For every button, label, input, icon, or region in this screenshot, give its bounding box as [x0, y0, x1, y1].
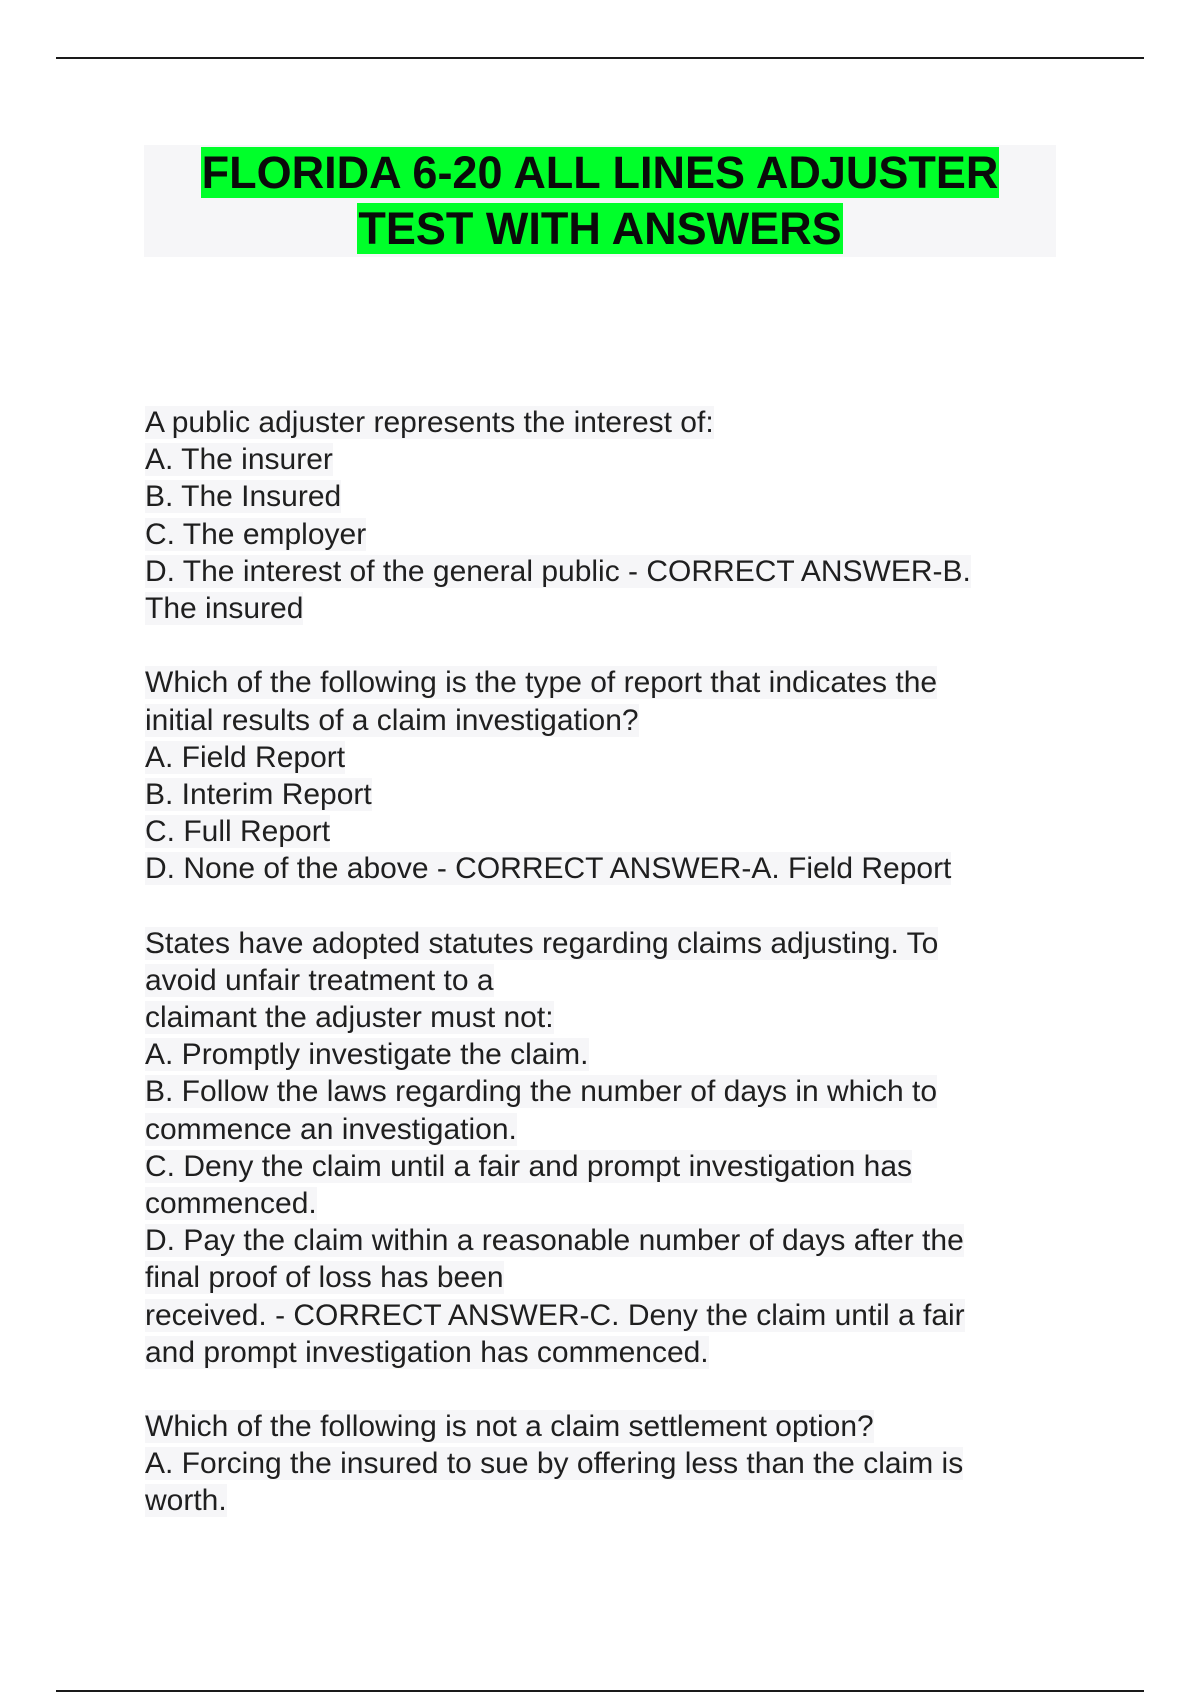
- bottom-rule: [56, 1690, 1144, 1692]
- question-block: [145, 925, 1065, 1371]
- question-line: [145, 739, 1065, 776]
- question-line: [145, 776, 1065, 813]
- question-block: [145, 1408, 1065, 1520]
- top-rule: [56, 57, 1144, 59]
- question-gap: [145, 887, 1065, 924]
- line-text: Which of the following is the type of report that indicates the: [145, 666, 938, 700]
- question-line: [145, 1036, 1065, 1073]
- title-line-1: FLORIDA 6-20 ALL LINES ADJUSTER: [201, 147, 999, 198]
- question-line: [145, 850, 1065, 887]
- question-gap: [145, 627, 1065, 664]
- question-line: [145, 1073, 1065, 1110]
- title-line-2: TEST WITH ANSWERS: [358, 203, 842, 254]
- question-line: [145, 1185, 1065, 1222]
- question-line: [145, 1111, 1065, 1148]
- line-text: and prompt investigation has commenced.: [145, 1335, 709, 1369]
- question-line: [145, 1482, 1065, 1519]
- question-block: [145, 404, 1065, 627]
- question-line: [145, 516, 1065, 553]
- line-text: initial results of a claim investigation?: [145, 703, 639, 737]
- question-line: [145, 441, 1065, 478]
- question-text-line: [145, 404, 1065, 441]
- question-line: [145, 1297, 1065, 1334]
- question-text-line: [145, 1408, 1065, 1445]
- question-line: [145, 590, 1065, 627]
- line-text: B. Follow the laws regarding the number of days in which to: [145, 1075, 938, 1109]
- line-text: The insured: [145, 591, 304, 625]
- question-line: [145, 1259, 1065, 1296]
- question-line: [145, 813, 1065, 850]
- line-text: C. Full Report: [145, 815, 331, 849]
- line-text: worth.: [145, 1484, 227, 1518]
- line-text: A. The insurer: [145, 443, 333, 477]
- line-text: commenced.: [145, 1186, 317, 1220]
- line-text: C. The employer: [145, 517, 367, 551]
- question-line: [145, 702, 1065, 739]
- line-text: A. Promptly investigate the claim.: [145, 1038, 589, 1072]
- line-text: C. Deny the claim until a fair and prompt investigation has: [145, 1149, 913, 1183]
- line-text: B. The Insured: [145, 480, 342, 514]
- line-text: commence an investigation.: [145, 1112, 517, 1146]
- question-line: [145, 999, 1065, 1036]
- question-line: [145, 962, 1065, 999]
- line-text: D. The interest of the general public - CORRECT ANSWER-B.: [145, 554, 971, 588]
- question-line: [145, 1445, 1065, 1482]
- line-text: D. None of the above - CORRECT ANSWER-A. Field Report: [145, 852, 952, 886]
- question-text-line: [145, 664, 1065, 701]
- line-text: D. Pay the claim within a reasonable number of days after the: [145, 1224, 964, 1258]
- question-text-line: [145, 925, 1065, 962]
- line-text: final proof of loss has been: [145, 1261, 504, 1295]
- line-text: received. - CORRECT ANSWER-C. Deny the claim until a fair: [145, 1298, 965, 1332]
- line-text: States have adopted statutes regarding claims adjusting. To: [145, 926, 939, 960]
- line-text: claimant the adjuster must not:: [145, 1001, 554, 1034]
- line-text: Which of the following is not a claim settlement option?: [145, 1410, 874, 1444]
- question-list: [145, 404, 1065, 1520]
- question-line: [145, 478, 1065, 515]
- question-line: [145, 553, 1065, 590]
- question-gap: [145, 1371, 1065, 1408]
- line-text: A public adjuster represents the interest of:: [145, 406, 714, 439]
- question-block: [145, 664, 1065, 887]
- document-title: [144, 145, 1056, 257]
- line-text: A. Forcing the insured to sue by offering less than the claim is: [145, 1447, 964, 1481]
- question-line: [145, 1222, 1065, 1259]
- line-text: avoid unfair treatment to a: [145, 963, 494, 997]
- line-text: A. Field Report: [145, 740, 346, 774]
- question-line: [145, 1334, 1065, 1371]
- question-line: [145, 1148, 1065, 1185]
- line-text: B. Interim Report: [145, 777, 372, 811]
